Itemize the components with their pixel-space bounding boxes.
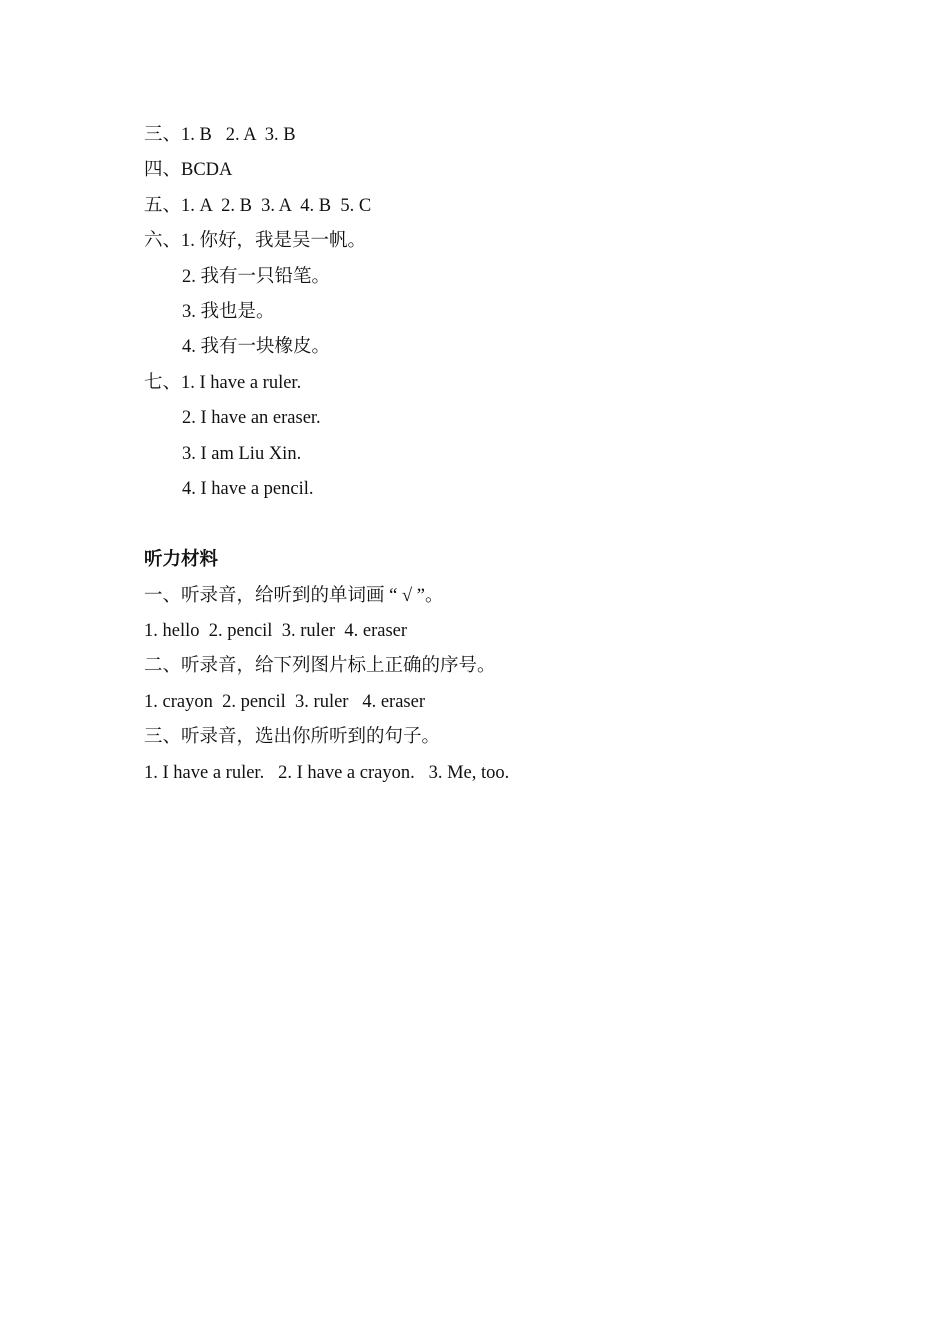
- answer-line: 六、1. 你好，我是吴一帆。: [144, 231, 367, 252]
- answer-line: 3. 我也是。: [182, 301, 275, 322]
- answer-line: 3. I am Liu Xin.: [182, 443, 302, 464]
- answer-line: 四、BCDA: [144, 160, 233, 181]
- listening-line: 二、听录音，给下列图片标上正确的序号。: [144, 656, 496, 677]
- listening-line: 1. crayon 2. pencil 3. ruler 4. eraser: [144, 691, 425, 712]
- listening-line: 三、听录音，选出你所听到的句子。: [144, 727, 441, 748]
- answer-line: 4. 我有一块橡皮。: [182, 337, 331, 358]
- listening-line: 1. I have a ruler. 2. I have a crayon. 3. Me, too.: [144, 762, 510, 783]
- listening-line: 1. hello 2. pencil 3. ruler 4. eraser: [144, 621, 408, 642]
- listening-title: 听力材料: [144, 550, 219, 571]
- listening-section: [144, 543, 844, 791]
- answer-key-section: [144, 118, 844, 507]
- answer-line: 七、1. I have a ruler.: [144, 372, 302, 393]
- answer-line: 三、1. B 2. A 3. B: [144, 125, 296, 145]
- document-page: [144, 118, 844, 791]
- answer-line: 2. 我有一只铅笔。: [182, 266, 331, 287]
- answer-line: 五、1. A 2. B 3. A 4. B 5. C: [144, 195, 372, 216]
- listening-line: 一、听录音，给听到的单词画 “ √ ”。: [144, 585, 444, 606]
- answer-line: 4. I have a pencil.: [182, 478, 314, 499]
- section-spacer: [144, 507, 844, 543]
- answer-line: 2. I have an eraser.: [182, 408, 321, 429]
